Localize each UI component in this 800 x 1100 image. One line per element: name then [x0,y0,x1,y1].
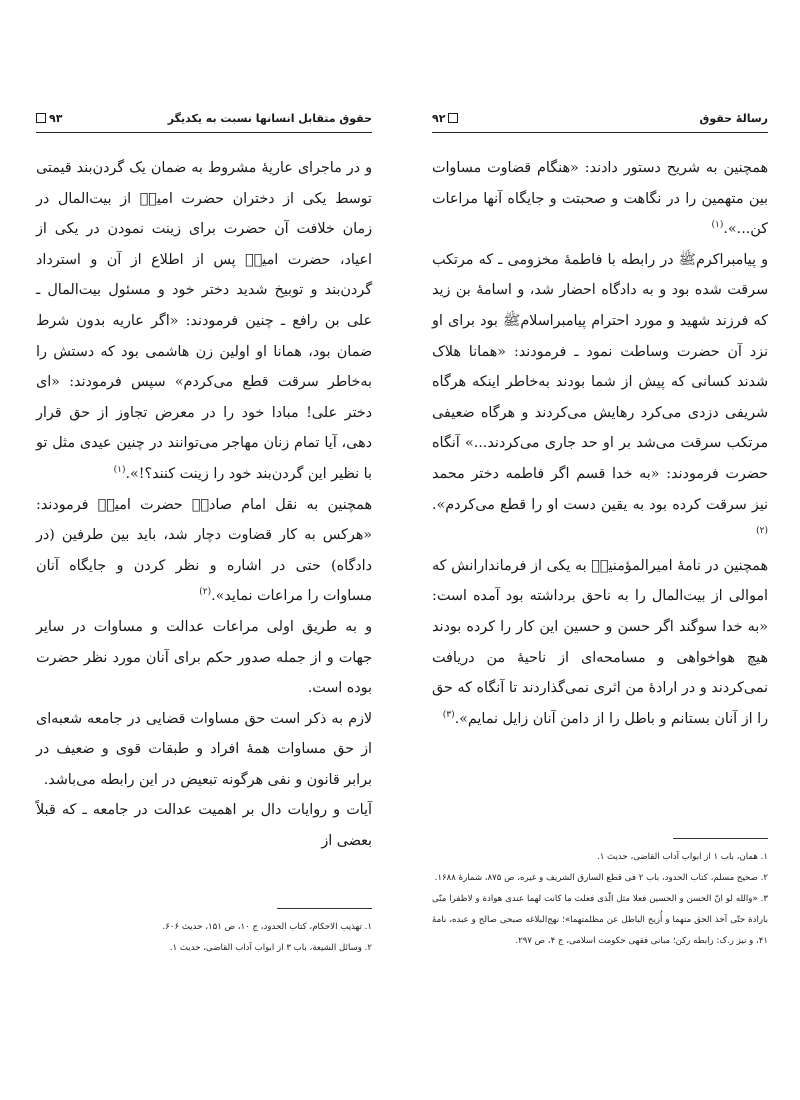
paragraph [36,704,372,796]
body-text [36,153,372,857]
paragraph [432,153,768,245]
running-head [432,108,768,133]
footnote: ۱. همان، باب ۱ از ابواب آداب القاضی، حدیث ۱. [596,852,768,862]
footnote-ref: (۱) [711,220,724,231]
page-number [36,112,62,125]
page-93 [36,108,372,1038]
footnote: ۱. تهذیب الاحکام، کتاب الحدود، ج ۱۰، ص ۱۵۱، حدیث ۶۰۶. [162,922,372,932]
footnote-ref: (۱) [113,465,126,476]
page-box-icon [448,113,458,123]
paragraph [432,245,768,551]
footnote: ۲. صحیح مسلم، کتاب الحدود، باب ۲ فی قطع السارق الشریف و غیره، ص ۸۷۵، شمارهٔ ۱۶۸۸. [434,873,768,883]
footnote: ۳. «والله لو انّ الحسن و الحسین فعلا مثل الّذی فعلت ما کانت لهما عندی هوادة و لاظفرا منّی بارادة حتّی آخذ الحق منهما و أُزیح الباطل عن مظلمتهما»؛ نهج‌البلاغه صبحی صالح و عبده، نامهٔ ۴۱، و نیز ر.ک: رابطه رکن؛ مبانی فقهی حکومت اسلامی، ج ۴، ص ۲۹۷. [432,894,768,946]
footnote-ref: (۲) [199,587,212,598]
paragraph [36,612,372,704]
footnote-rule [277,908,372,909]
running-title: رسالهٔ حقوق [699,111,768,125]
footnotes [432,838,768,952]
paragraph-text: و به طریق اولی مراعات عدالت و مساوات در سایر جهات و از جمله صدور حکم برای آنان مورد نظر حضرت بوده است. [36,618,372,697]
paragraph-text: و پیامبراکرمﷺ در رابطه با فاطمهٔ مخزومی ـ که مرتکب سرقت شده بود و به دادگاه احضار شد، و اسامهٔ بن زید که فرزند شهید و مورد احترام پیامبراسلامﷺ بود برای او نزد آن حضرت وساطت نمود ـ فرمودند: «همانا هلاک شدند کسانی که پیش از شما بودند به‌خاطر اینکه هرگاه شریفی دزدی می‌کرد رهایش می‌کردند و هرگاه ضعیفی مرتکب سرقت می‌شد بر او حد جاری می‌کردند...» آنگاه حضرت فرمودند: «به خدا قسم اگر فاطمه دختر محمد نیز سرقت کرده بود به یقین دست او را قطع می‌کردم». [432,251,768,513]
paragraph-text: آیات و روایات دال بر اهمیت عدالت در جامعه ـ که قبلاً بعضی از [36,802,372,850]
page-number-text: ۹۲ [432,111,446,125]
paragraph [36,153,372,490]
footnotes [36,908,372,959]
running-title: حقوق متقابل انسانها نسبت به یکدیگر [167,111,372,125]
paragraph [36,490,372,612]
footnote: ۲. وسائل الشیعة، باب ۳ از ابواب آداب القاضی، حدیث ۱. [169,943,372,953]
running-head [36,108,372,133]
page-92 [432,108,768,1038]
page-number [432,112,458,125]
page-box-icon [36,113,46,123]
body-text [432,153,768,734]
footnote-rule [673,838,768,839]
page-number-text: ۹۳ [49,111,63,125]
paragraph [36,795,372,856]
paragraph-text: همچنین به نقل امام صادقؑ حضرت امیرؑ فرمودند: «هرکس به کار قضاوت دچار شد، باید بین طرفین (در دادگاه) حتی در اشاره و نظر کردن و جایگاه آنان مساوات را مراعات نماید». [36,496,372,605]
paragraph-text: و در ماجرای عاریهٔ مشروط به ضمان یک گردن‌بند قیمتی توسط یکی از دختران حضرت امیرؑ از بیت‌المال در زمان خلافت آن حضرت برای زینت نمودن در یکی از اعیاد، حضرت امیرؑ پس از اطلاع از آن و استرداد گردن‌بند و توبیخ شدید دختر خود و مسئول بیت‌المال ـ علی بن رافع ـ چنین فرمودند: «اگر عاریه بدون شرط ضمان بود، همانا او اولین زن هاشمی بود که دستش را به‌خاطر سرقت قطع می‌کردم» سپس فرمودند: «ای دختر علی! مبادا خود را در معرض تجاوز از حق قرار دهی، آیا تمام زنان مهاجر می‌توانند در چنین عیدی مثل تو با نظیر این گردن‌بند خود را زینت کنند؟!». [36,160,372,482]
paragraph-text: لازم به ذکر است حق مساوات قضایی در جامعه شعبه‌ای از حق مساوات همهٔ افراد و طبقات قوی و ضعیف در برابر قانون و نفی هرگونه تبعیض در این رابطه می‌باشد. [36,710,372,788]
paragraph-text: همچنین در نامهٔ امیرالمؤمنینؑ به یکی از فرماندارانش که اموالی از بیت‌المال را به ناحق برداشته بود آمده است: «به خدا سوگند اگر حسن و حسین این کار را کرده بودند هیچ هواخواهی و مسامحه‌ای از ناحیهٔ من دریافت نمی‌کردند و در ارادهٔ من اثری نمی‌گذاردند تا آنگاه که حق را از آنان بستانم و باطل را از دامن آنان زایل نمایم». [432,557,768,727]
footnote-ref: (۲) [756,526,768,537]
paragraph-text: همچنین به شریح دستور دادند: «هنگام قضاوت مساوات بین متهمین را در نگاهت و صحبتت و جایگاه آنها مراعات کن...». [432,160,768,238]
paragraph [432,551,768,735]
footnote-ref: (۳) [442,709,455,720]
